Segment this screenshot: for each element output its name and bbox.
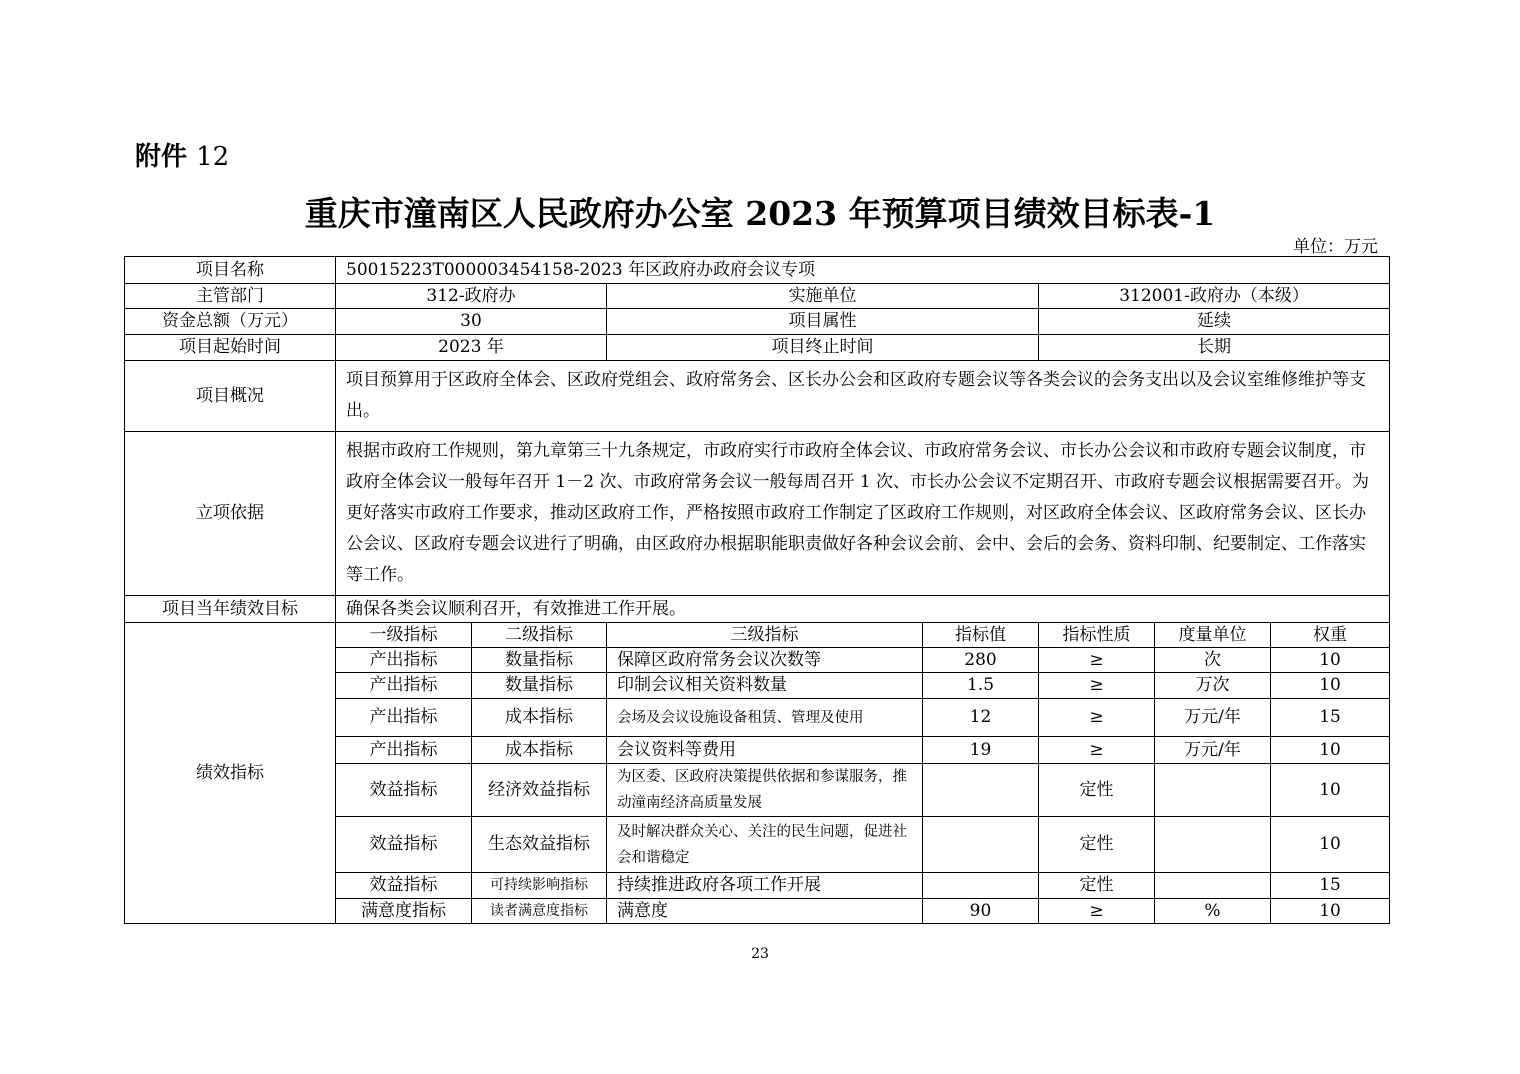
- row-l1: 产出指标: [336, 673, 472, 699]
- row-goal: [125, 596, 1390, 623]
- row-weight: 10: [1271, 648, 1390, 673]
- row-l2: 生态效益指标: [472, 817, 607, 873]
- row-l3: 及时解决群众关心、关注的民生问题，促进社会和谐稳定: [607, 817, 923, 873]
- row-unit: [1155, 764, 1271, 817]
- start-label: 项目起始时间: [125, 335, 336, 361]
- row-value: 1.5: [923, 673, 1039, 699]
- header-weight: 权重: [1271, 623, 1390, 648]
- performance-target-table: [124, 256, 1390, 924]
- end-value: 长期: [1039, 335, 1390, 361]
- row-l1: 效益指标: [336, 873, 472, 899]
- attr-label: 项目属性: [607, 309, 1039, 335]
- row-l2: 经济效益指标: [472, 764, 607, 817]
- row-weight: 15: [1271, 873, 1390, 899]
- row-l1: 产出指标: [336, 737, 472, 764]
- row-l2: 数量指标: [472, 648, 607, 673]
- row-l1: 产出指标: [336, 648, 472, 673]
- goal-value: 确保各类会议顺利召开，有效推进工作开展。: [336, 596, 1390, 623]
- row-nature: ≥: [1039, 699, 1155, 737]
- row-funds: [125, 309, 1390, 335]
- row-value: 12: [923, 699, 1039, 737]
- row-unit: 万元/年: [1155, 699, 1271, 737]
- row-unit: 万次: [1155, 673, 1271, 699]
- row-value: 280: [923, 648, 1039, 673]
- row-nature: 定性: [1039, 817, 1155, 873]
- row-l3: 保障区政府常务会议次数等: [607, 648, 923, 673]
- row-unit: 次: [1155, 648, 1271, 673]
- header-l1: 一级指标: [336, 623, 472, 648]
- funds-value: 30: [336, 309, 607, 335]
- row-weight: 10: [1271, 764, 1390, 817]
- row-l1: 产出指标: [336, 699, 472, 737]
- row-l1: 效益指标: [336, 764, 472, 817]
- row-weight: 10: [1271, 673, 1390, 699]
- row-unit: [1155, 873, 1271, 899]
- indicators-section-label: 绩效指标: [125, 623, 336, 924]
- row-value: [923, 873, 1039, 899]
- start-value: 2023 年: [336, 335, 607, 361]
- row-nature: ≥: [1039, 648, 1155, 673]
- header-nature: 指标性质: [1039, 623, 1155, 648]
- header-l3: 三级指标: [607, 623, 923, 648]
- basis-label: 立项依据: [125, 432, 336, 596]
- funds-label: 资金总额（万元）: [125, 309, 336, 335]
- unit-label: 单位：万元: [1293, 237, 1378, 257]
- page-number: 23: [751, 946, 769, 962]
- attachment-text: 附件: [135, 142, 188, 172]
- page-title: 重庆市潼南区人民政府办公室 2023 年预算项目绩效目标表-1: [304, 194, 1216, 233]
- row-weight: 10: [1271, 737, 1390, 764]
- attachment-label: [135, 136, 229, 173]
- row-l3: 会议资料等费用: [607, 737, 923, 764]
- row-value: [923, 817, 1039, 873]
- row-l3: 为区委、区政府决策提供依据和参谋服务，推动潼南经济高质量发展: [607, 764, 923, 817]
- row-nature: ≥: [1039, 737, 1155, 764]
- row-weight: 15: [1271, 699, 1390, 737]
- impl-unit-value: 312001-政府办（本级）: [1039, 284, 1390, 309]
- project-name-value: 50015223T000003454158-2023 年区政府办政府会议专项: [336, 257, 1390, 284]
- header-value: 指标值: [923, 623, 1039, 648]
- row-value: 19: [923, 737, 1039, 764]
- row-l2: 成本指标: [472, 699, 607, 737]
- row-nature: ≥: [1039, 899, 1155, 924]
- row-l2: 成本指标: [472, 737, 607, 764]
- row-unit: %: [1155, 899, 1271, 924]
- basis-value: 根据市政府工作规则，第九章第三十九条规定，市政府实行市政府全体会议、市政府常务会议、市长办公会议和市政府专题会议制度，市政府全体会议一般每年召开 1－2 次、市政府常务会议一般每周召开 1 次、市长办公会议不定期召开、市政府专题会议根据需要召开。为更好落实市政府工作要求，推动区政府工作，严格按照市政府工作制定了区政府工作规则，对区政府全体会议、区政府常务会议、区长办公会议、区政府专题会议进行了明确，由区政府办根据职能职责做好各种会议会前、会中、会后的会务、资料印制、纪要制定、工作落实等工作。: [336, 432, 1390, 596]
- row-l3: 满意度: [607, 899, 923, 924]
- row-l1: 效益指标: [336, 817, 472, 873]
- row-weight: 10: [1271, 817, 1390, 873]
- row-value: 90: [923, 899, 1039, 924]
- row-l2: 数量指标: [472, 673, 607, 699]
- row-dept: [125, 284, 1390, 309]
- project-name-label: 项目名称: [125, 257, 336, 284]
- header-l2: 二级指标: [472, 623, 607, 648]
- row-nature: ≥: [1039, 673, 1155, 699]
- row-unit: [1155, 817, 1271, 873]
- attr-value: 延续: [1039, 309, 1390, 335]
- row-nature: 定性: [1039, 764, 1155, 817]
- attachment-number: 12: [196, 142, 230, 172]
- row-basis: [125, 432, 1390, 596]
- row-unit: 万元/年: [1155, 737, 1271, 764]
- goal-label: 项目当年绩效目标: [125, 596, 336, 623]
- impl-unit-label: 实施单位: [607, 284, 1039, 309]
- dept-label: 主管部门: [125, 284, 336, 309]
- row-l3: 会场及会议设施设备租赁、管理及使用: [607, 699, 923, 737]
- header-unit: 度量单位: [1155, 623, 1271, 648]
- end-label: 项目终止时间: [607, 335, 1039, 361]
- row-overview: [125, 361, 1390, 432]
- indicator-header-row: [125, 623, 1390, 648]
- row-weight: 10: [1271, 899, 1390, 924]
- row-time: [125, 335, 1390, 361]
- row-l2: 读者满意度指标: [472, 899, 607, 924]
- row-l1: 满意度指标: [336, 899, 472, 924]
- row-project-name: [125, 257, 1390, 284]
- overview-value: 项目预算用于区政府全体会、区政府党组会、政府常务会、区长办公会和区政府专题会议等各类会议的会务支出以及会议室维修维护等支出。: [336, 361, 1390, 432]
- row-l3: 印制会议相关资料数量: [607, 673, 923, 699]
- row-l2: 可持续影响指标: [472, 873, 607, 899]
- row-value: [923, 764, 1039, 817]
- dept-value: 312-政府办: [336, 284, 607, 309]
- row-nature: 定性: [1039, 873, 1155, 899]
- overview-label: 项目概况: [125, 361, 336, 432]
- row-l3: 持续推进政府各项工作开展: [607, 873, 923, 899]
